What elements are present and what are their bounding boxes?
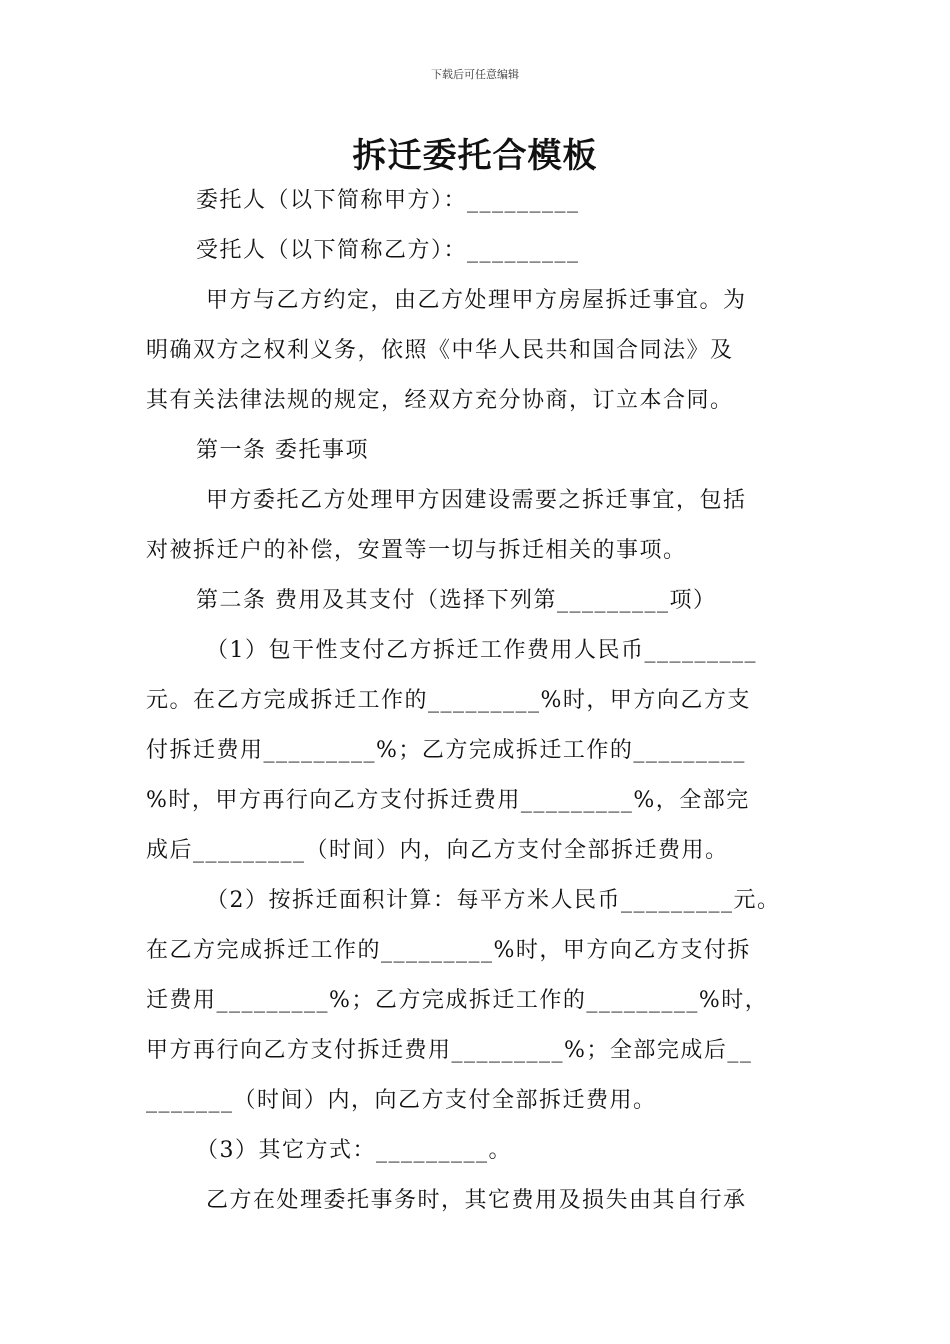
paragraph-line: 成后_________（时间）内，向乙方支付全部拆迁费用。 (146, 838, 729, 863)
paragraph-line: _______（时间）内，向乙方支付全部拆迁费用。 (146, 1088, 657, 1113)
paragraph-line: 其有关法律法规的规定，经双方充分协商，订立本合同。 (146, 388, 734, 413)
paragraph-line: 甲方与乙方约定，由乙方处理甲方房屋拆迁事宜。为 (206, 288, 747, 313)
paragraph-line: （3）其它方式：_________。 (196, 1138, 512, 1163)
paragraph-line: 付拆迁费用_________%；乙方完成拆迁工作的_________ (146, 738, 746, 763)
paragraph-line: 明确双方之权利义务，依照《中华人民共和国合同法》及 (146, 338, 734, 363)
paragraph-line: 甲方委托乙方处理甲方因建设需要之拆迁事宜，包括 (206, 488, 747, 513)
paragraph-line: 迁费用_________%；乙方完成拆迁工作的_________%时， (146, 988, 769, 1013)
section-heading: 第一条 委托事项 (196, 438, 369, 463)
paragraph-line: （1）包干性支付乙方拆迁工作费用人民币_________ (206, 638, 757, 663)
paragraph-line: 在乙方完成拆迁工作的_________%时，甲方向乙方支付拆 (146, 938, 751, 963)
paragraph-line: 甲方再行向乙方支付拆迁费用_________%；全部完成后__ (146, 1038, 753, 1063)
paragraph-line: 乙方在处理委托事务时，其它费用及损失由其自行承 (206, 1188, 747, 1213)
paragraph-line: 委托人（以下简称甲方）：_________ (196, 188, 580, 213)
paragraph-line: 对被拆迁户的补偿，安置等一切与拆迁相关的事项。 (146, 538, 687, 563)
paragraph-line: 受托人（以下简称乙方）：_________ (196, 238, 580, 263)
document-title: 拆迁委托合模板 (352, 136, 598, 176)
paragraph-line: %时，甲方再行向乙方支付拆迁费用_________%，全部完 (146, 788, 750, 813)
paragraph-line: （2）按拆迁面积计算：每平方米人民币_________元。 (206, 888, 781, 913)
paragraph-line: 元。在乙方完成拆迁工作的_________%时，甲方向乙方支 (146, 688, 751, 713)
section-heading: 第二条 费用及其支付（选择下列第_________项） (196, 588, 717, 613)
header-note: 下载后可任意编辑 (431, 68, 519, 81)
